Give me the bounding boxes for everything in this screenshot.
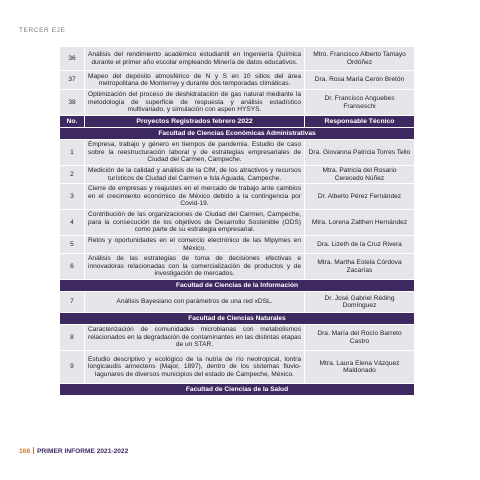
row-number: 1 [60, 140, 85, 166]
project-title: Análisis de las estrategias de toma de decisiones efectivas e innovadoras relacionadas con la comercialización de productos y de investigación de mercados. [85, 254, 305, 280]
responsible: Mtra. Patricia del Rosario Cerecedo Núñez [305, 166, 415, 184]
faculty-heading [60, 384, 415, 396]
row-number: 9 [60, 351, 85, 384]
project-title: Optimización del proceso de deshidratación de gas natural mediante la metodología de superficie de respuesta y análisis estadístico multivariado, y simulación con aspen HYSYS. [85, 90, 305, 116]
responsible: Dra. Lizeth de la Cruz Rivera [305, 236, 415, 254]
projects-table [59, 46, 414, 396]
row-number: 36 [60, 47, 85, 71]
row-number: 5 [60, 236, 85, 254]
responsible: Mtra. Lorena Zalthen Hernández [305, 210, 415, 236]
table-row [60, 236, 415, 254]
responsible: Dra. María del Rocío Barreto Castro [305, 325, 415, 351]
project-title: Empresa, trabajo y género en tiempos de pandemia. Estudio de caso sobre la reestructuración laboral y de estrategias empresariales de Ciudad del Carmen, Campeche. [85, 140, 305, 166]
table-row [60, 47, 415, 71]
faculty-title: Facultad de Ciencias de la Salud [60, 384, 415, 396]
faculty-heading [60, 313, 415, 325]
faculty-title: Facultad de Ciencias Naturales [60, 313, 415, 325]
project-title: Análisis del rendimiento académico estudiantil en Ingeniería Química durante el primer año escolar empleando Minería de datos educativos. [85, 47, 305, 71]
column-header-projects: Proyectos Registrados febrero 2022 [85, 116, 305, 128]
row-number: 3 [60, 184, 85, 210]
row-number: 2 [60, 166, 85, 184]
project-title: Medición de la calidad y análisis de la CIM, de los atractivos y recursos turísticos de Ciudad del Carmen e Isla Aguada, Campeche. [85, 166, 305, 184]
responsible: Mtra. Laura Elena Vázquez Maldonado [305, 351, 415, 384]
table-row [60, 292, 415, 313]
row-number: 8 [60, 325, 85, 351]
responsible: Mtro. Francisco Alberto Tamayo Ordóñez [305, 47, 415, 71]
project-title: Mapeo del depósito atmosférico de N y S en 10 sitios del área metropolitana de Monterrey y durante dos temporadas climáticas. [85, 71, 305, 90]
project-title: Caracterización de comunidades microbianas con metabolismos relacionados en la degradación de contaminantes en las distintas etapas de un STAR. [85, 325, 305, 351]
responsible: Dra. Giovanna Patricia Torres Tello [305, 140, 415, 166]
table-row [60, 254, 415, 280]
page-number: 168 [19, 448, 31, 455]
table-row [60, 90, 415, 116]
responsible: Mtra. Martha Estela Córdova Zacarías [305, 254, 415, 280]
faculty-title: Facultad de Ciencias de la Información [60, 280, 415, 292]
table-row [60, 184, 415, 210]
table-row [60, 71, 415, 90]
row-number: 7 [60, 292, 85, 313]
section-label: TERCER EJE [19, 27, 66, 34]
faculty-heading [60, 128, 415, 140]
table-row [60, 351, 415, 384]
faculty-heading [60, 280, 415, 292]
column-header-responsible: Responsable Técnico [305, 116, 415, 128]
responsible: Dr. Francisco Anguebes Franseschi [305, 90, 415, 116]
project-title: Estudio descriptivo y ecológico de la nutria de río neotropical, lontra longicaudis annectens (Major, 1897), dentro de los sistemas fluvio-lagunares de diversos municipios del estado de Campeche, México. [85, 351, 305, 384]
report-title: PRIMER INFORME 2021-2022 [37, 448, 129, 455]
table-row [60, 166, 415, 184]
project-title: Cierre de empresas y reajustes en el mercado de trabajo ante cambios en el crecimiento económico de México debido a la contingencia por Covid-19. [85, 184, 305, 210]
project-title: Retos y oportunidades en el comercio electrónico de las Mipymes en México. [85, 236, 305, 254]
responsible: Dr. Alberto Pérez Fernández [305, 184, 415, 210]
table-header [60, 116, 415, 128]
page-footer [19, 447, 128, 455]
project-title: Análisis Bayesiano con parámetros de una red xDSL. [85, 292, 305, 313]
project-title: Contribución de las organizaciones de Ciudad del Carmen, Campeche, para la consecución de los objetivos de Desarrollo Sostenible (ODS) como parte de su estrategia empresarial. [85, 210, 305, 236]
table-row [60, 210, 415, 236]
faculty-title: Facultad de Ciencias Económicas Administrativas [60, 128, 415, 140]
responsible: Dr. José Gabriel Réding Domínguez [305, 292, 415, 313]
row-number: 37 [60, 71, 85, 90]
table-row [60, 325, 415, 351]
table-row [60, 140, 415, 166]
footer-divider [33, 447, 34, 454]
row-number: 38 [60, 90, 85, 116]
row-number: 6 [60, 254, 85, 280]
row-number: 4 [60, 210, 85, 236]
responsible: Dra. Rosa María Cerón Bretón [305, 71, 415, 90]
column-header-no: No. [60, 116, 85, 128]
